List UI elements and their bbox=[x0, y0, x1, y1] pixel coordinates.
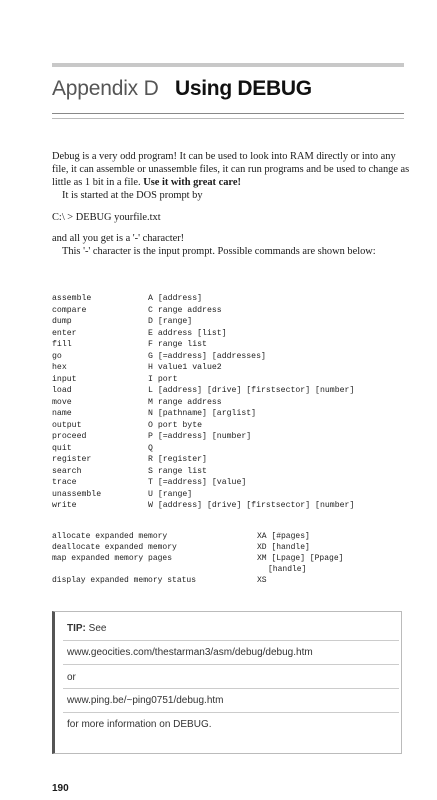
tip-rule bbox=[63, 640, 399, 641]
command-syntax: D [range] bbox=[148, 317, 193, 326]
chapter-heading bbox=[52, 77, 412, 107]
command-syntax: S range list bbox=[148, 466, 207, 476]
command-row bbox=[52, 305, 412, 317]
prompt-text-1: and all you get is a '-' character! bbox=[52, 233, 185, 244]
command-row bbox=[52, 328, 412, 340]
command-row bbox=[52, 477, 412, 489]
command-name: output bbox=[52, 420, 82, 430]
command-row bbox=[52, 431, 412, 443]
command-syntax: Q bbox=[148, 443, 153, 453]
command-name: dump bbox=[52, 317, 72, 326]
command-name: fill bbox=[52, 340, 72, 349]
command-row bbox=[52, 316, 412, 328]
heading-rule bbox=[52, 113, 404, 114]
command-syntax: G [=address] [addresses] bbox=[148, 351, 266, 361]
command-syntax: M range address bbox=[148, 397, 222, 407]
heading-rule-secondary bbox=[52, 118, 404, 119]
ems-command-name: display expanded memory status bbox=[52, 576, 197, 585]
prompt-paragraph bbox=[52, 232, 412, 258]
command-row bbox=[52, 420, 412, 432]
tip-rule bbox=[63, 712, 399, 713]
commands-table bbox=[52, 293, 412, 512]
intro-paragraph bbox=[52, 150, 412, 202]
tip-url-2[interactable]: www.ping.be/~ping0751/debug.htm bbox=[67, 695, 224, 706]
command-row bbox=[52, 385, 412, 397]
intro-start-text: It is started at the DOS prompt by bbox=[62, 190, 203, 201]
ems-command-syntax: XM [Lpage] [Ppage] bbox=[257, 554, 344, 563]
command-row bbox=[52, 293, 412, 305]
tip-footer: for more information on DEBUG. bbox=[67, 719, 212, 730]
tip-url-1[interactable]: www.geocities.com/thestarman3/asm/debug/debug.htm bbox=[67, 647, 313, 658]
command-row bbox=[52, 374, 412, 386]
command-syntax: U [range] bbox=[148, 489, 193, 499]
ems-command-row bbox=[52, 564, 412, 575]
tip-heading bbox=[67, 623, 106, 634]
command-name: register bbox=[52, 455, 92, 464]
command-row bbox=[52, 466, 412, 478]
ems-command-row bbox=[52, 542, 412, 553]
command-row bbox=[52, 351, 412, 363]
command-syntax: P [=address] [number] bbox=[148, 432, 252, 441]
command-name: assemble bbox=[52, 294, 92, 303]
command-syntax: I port bbox=[148, 374, 178, 384]
command-name: go bbox=[52, 351, 62, 361]
appendix-label: Appendix D bbox=[52, 77, 159, 100]
command-syntax: H value1 value2 bbox=[148, 363, 222, 372]
ems-command-syntax: XA [#pages] bbox=[257, 532, 310, 541]
ems-command-row bbox=[52, 553, 412, 564]
command-name: trace bbox=[52, 478, 77, 487]
intro-text: Debug is a very odd program! It can be used to look into RAM directly or into any file, it can assemble or unassemble files, it can run programs and be used to change as little as 1 bit in a file. bbox=[52, 151, 410, 188]
prompt-text-2: This '-' character is the input prompt. Possible commands are shown below: bbox=[62, 246, 376, 257]
command-syntax: L [address] [drive] [firstsector] [number] bbox=[148, 386, 355, 395]
command-row bbox=[52, 397, 412, 409]
command-row bbox=[52, 362, 412, 374]
command-name: write bbox=[52, 501, 77, 510]
command-name: compare bbox=[52, 305, 87, 315]
command-syntax: T [=address] [value] bbox=[148, 478, 247, 487]
ems-command-name: allocate expanded memory bbox=[52, 532, 168, 541]
command-row bbox=[52, 443, 412, 455]
command-row bbox=[52, 500, 412, 512]
ems-command-syntax: [handle] bbox=[268, 565, 307, 574]
command-name: search bbox=[52, 466, 82, 476]
appendix-title: Using DEBUG bbox=[175, 77, 312, 100]
command-syntax: N [pathname] [arglist] bbox=[148, 409, 257, 418]
command-syntax: W [address] [drive] [firstsector] [number] bbox=[148, 501, 355, 510]
command-name: move bbox=[52, 397, 72, 407]
command-row bbox=[52, 408, 412, 420]
command-syntax: O port byte bbox=[148, 420, 203, 430]
command-syntax: E address [list] bbox=[148, 328, 227, 338]
page-number: 190 bbox=[52, 783, 69, 794]
command-name: name bbox=[52, 409, 72, 418]
ems-command-name: deallocate expanded memory bbox=[52, 543, 177, 552]
tip-or: or bbox=[67, 672, 76, 683]
command-syntax: C range address bbox=[148, 305, 222, 315]
command-name: hex bbox=[52, 363, 67, 372]
ems-command-row bbox=[52, 575, 412, 586]
command-syntax: R [register] bbox=[148, 455, 207, 464]
tip-box bbox=[52, 611, 402, 754]
command-row bbox=[52, 454, 412, 466]
top-rule bbox=[52, 63, 404, 67]
tip-rule bbox=[63, 664, 399, 665]
command-row bbox=[52, 489, 412, 501]
tip-rule bbox=[63, 688, 399, 689]
intro-warning: Use it with great care! bbox=[143, 177, 241, 188]
command-name: load bbox=[52, 386, 72, 395]
command-name: proceed bbox=[52, 432, 87, 441]
ems-command-name: map expanded memory pages bbox=[52, 554, 173, 563]
tip-see: See bbox=[85, 623, 107, 634]
command-name: unassemble bbox=[52, 489, 102, 499]
command-example: C:\ > DEBUG yourfile.txt bbox=[52, 212, 161, 223]
command-row bbox=[52, 339, 412, 351]
ems-commands-table bbox=[52, 531, 412, 586]
command-name: input bbox=[52, 374, 77, 384]
tip-title: TIP: bbox=[67, 623, 86, 634]
command-syntax: A [address] bbox=[148, 294, 203, 303]
ems-command-syntax: XD [handle] bbox=[257, 543, 310, 552]
command-syntax: F range list bbox=[148, 340, 207, 349]
command-name: enter bbox=[52, 328, 77, 338]
ems-command-syntax: XS bbox=[257, 576, 267, 585]
command-name: quit bbox=[52, 443, 72, 453]
ems-command-row bbox=[52, 531, 412, 542]
